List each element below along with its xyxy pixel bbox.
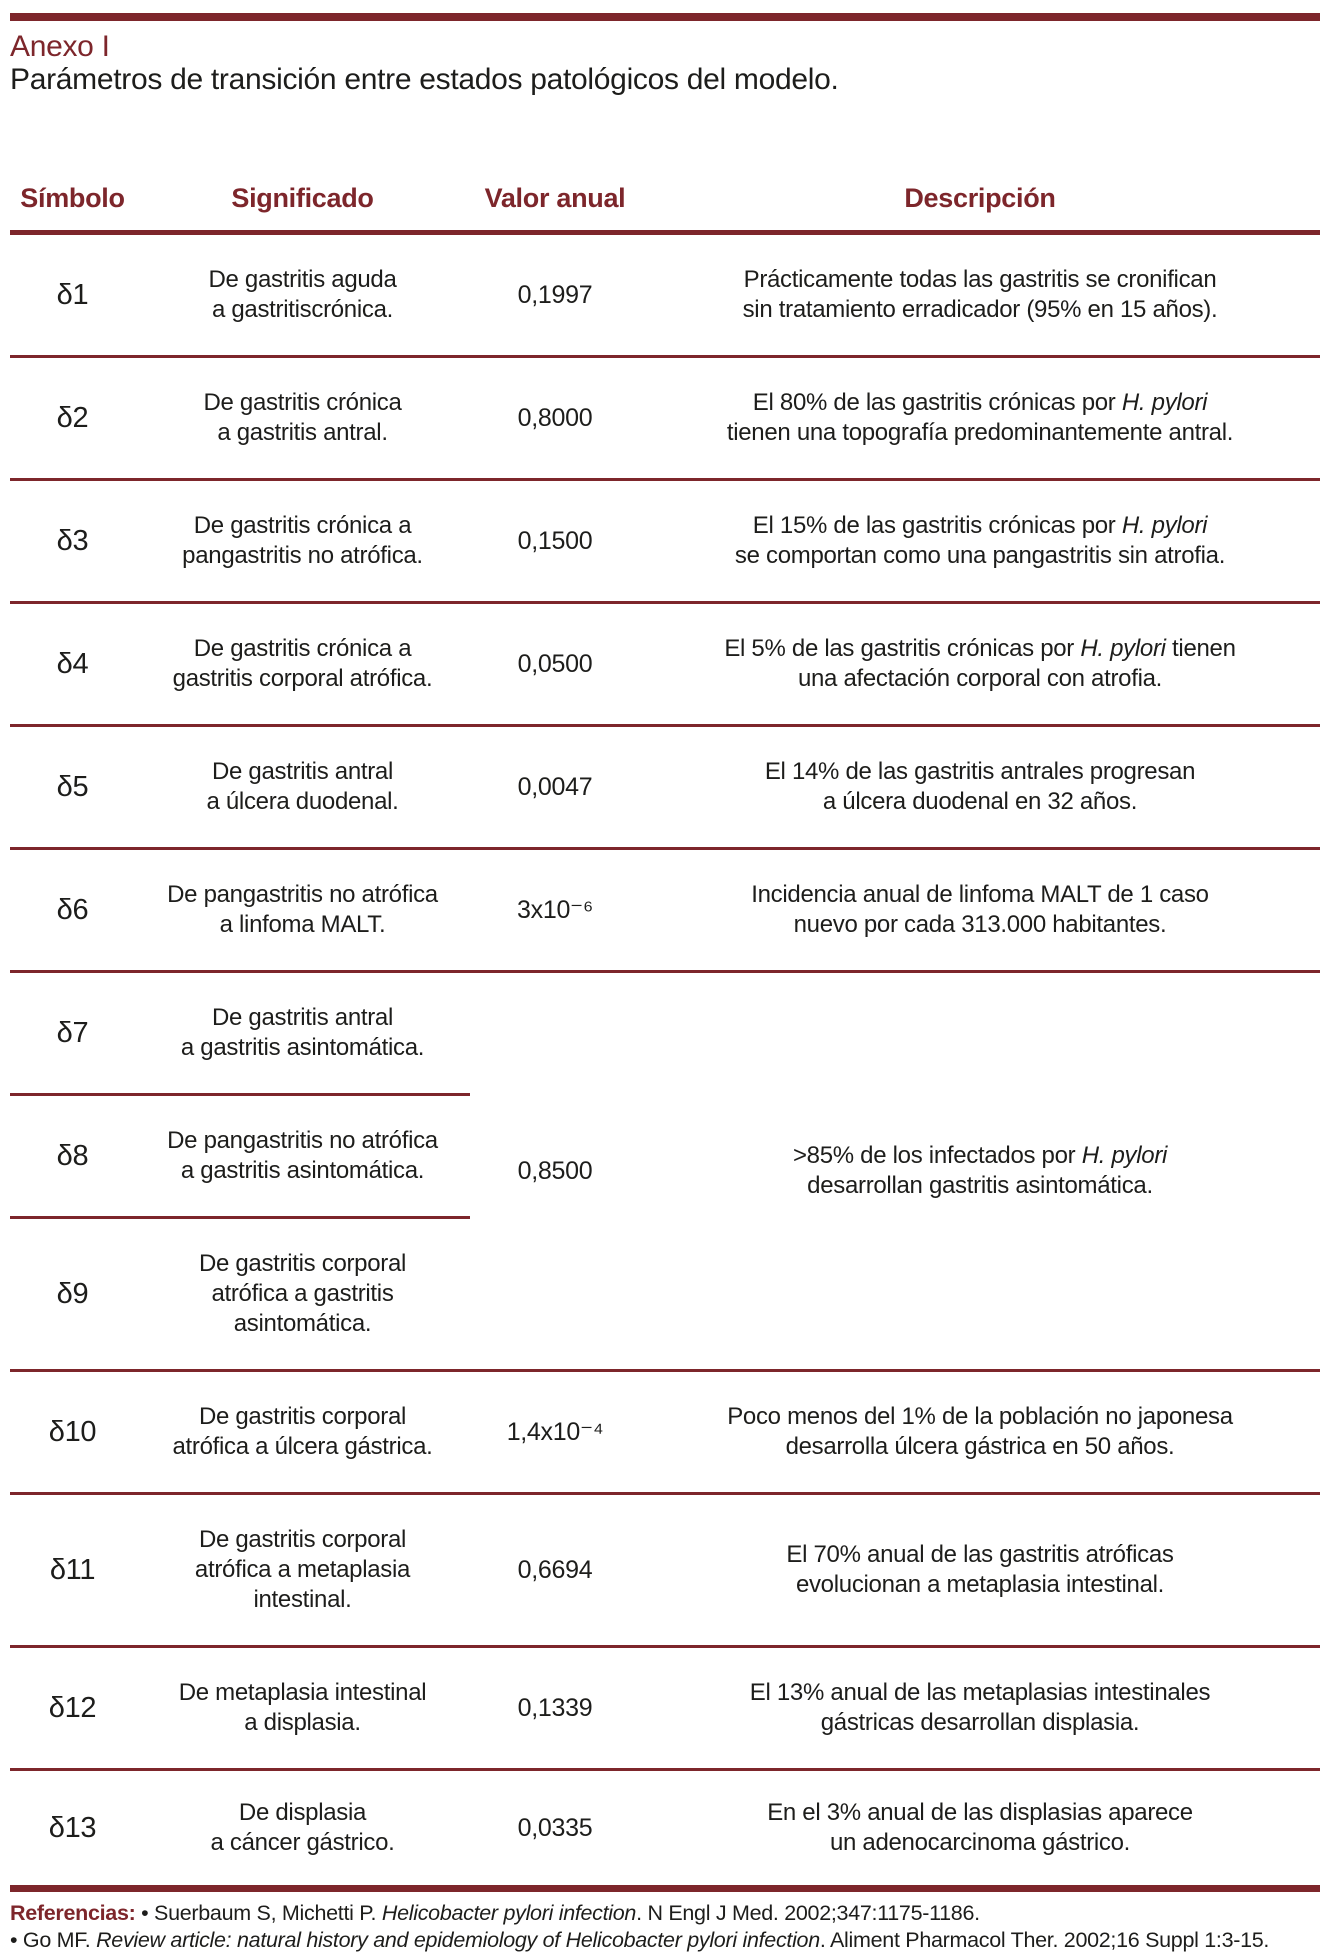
row-symbol: δ12 — [48, 1691, 97, 1724]
row-value: 0,0335 — [517, 1813, 593, 1842]
row-description: El 14% de las gastritis antrales progresan a úlcera duodenal en 32 años. — [764, 758, 1196, 815]
row-meaning: De gastritis crónica a gastritis antral. — [203, 389, 402, 446]
row-description: El 15% de las gastritis crónicas por H. pylori se comportan como una pangastritis sin atrofia. — [734, 512, 1226, 569]
row-symbol: δ11 — [49, 1553, 96, 1586]
row-value: 0,1997 — [517, 280, 593, 309]
row-description: Poco menos del 1% de la población no japonesa desarrolla úlcera gástrica en 50 años. — [727, 1403, 1233, 1460]
table-row — [10, 850, 1320, 973]
row-symbol: δ3 — [56, 524, 89, 557]
page-title: Anexo I — [10, 30, 110, 63]
table-row — [10, 481, 1320, 604]
row-value: 3x10⁻⁶ — [517, 896, 593, 924]
reference-item — [10, 1900, 1320, 1927]
row-description: Incidencia anual de linfoma MALT de 1 caso nuevo por cada 313.000 habitantes. — [751, 881, 1209, 938]
table-row-group — [10, 973, 1320, 1372]
table-row — [10, 235, 1320, 358]
row-symbol: δ8 — [56, 1139, 89, 1172]
annex-page — [10, 0, 1320, 1954]
row-symbol: δ4 — [56, 647, 89, 680]
table-row — [10, 1648, 1320, 1771]
row-symbol: δ13 — [48, 1811, 97, 1844]
group-right — [470, 973, 1320, 1369]
table-row — [10, 358, 1320, 481]
top-rule — [10, 13, 1320, 21]
row-symbol: δ10 — [48, 1415, 97, 1448]
row-description: El 13% anual de las metaplasias intestinales gástricas desarrollan displasia. — [749, 1679, 1211, 1736]
table-row — [10, 1495, 1320, 1648]
column-header-significado: Significado — [231, 183, 374, 213]
table-subrow — [10, 1096, 470, 1219]
references — [10, 1900, 1320, 1954]
table-row — [10, 1372, 1320, 1495]
row-meaning: De gastritis crónica a pangastritis no atrófica. — [182, 512, 423, 569]
row-symbol: δ9 — [56, 1277, 89, 1310]
row-value: 1,4x10⁻⁴ — [506, 1418, 604, 1446]
group-left — [10, 973, 470, 1369]
column-header-valor-anual: Valor anual — [484, 183, 626, 213]
page-subtitle: Parámetros de transición entre estados patológicos del modelo. — [10, 63, 839, 96]
row-description: El 70% anual de las gastritis atróficas evolucionan a metaplasia intestinal. — [786, 1541, 1174, 1598]
bottom-rule — [10, 1885, 1320, 1892]
table-subrow — [10, 1219, 470, 1369]
row-meaning: De gastritis antral a gastritis asintomática. — [180, 1004, 425, 1061]
row-symbol: δ1 — [56, 278, 89, 311]
row-value: 0,1500 — [517, 526, 593, 555]
row-value: 0,8000 — [517, 403, 593, 432]
row-symbol: δ7 — [56, 1016, 89, 1049]
row-description: >85% de los infectados por H. pylori desarrollan gastritis asintomática. — [792, 1142, 1168, 1199]
table-row — [10, 604, 1320, 727]
row-meaning: De gastritis corporal atrófica a metaplasia intestinal. — [194, 1526, 411, 1613]
row-meaning: De metaplasia intestinal a displasia. — [178, 1679, 427, 1736]
table-header-row — [10, 183, 1320, 214]
reference-item — [10, 1927, 1320, 1954]
row-symbol: δ6 — [56, 893, 89, 926]
row-description: En el 3% anual de las displasias aparece un adenocarcinoma gástrico. — [767, 1799, 1193, 1856]
row-meaning: De gastritis corporal atrófica a gastritis asintomática. — [198, 1250, 407, 1337]
references-label: Referencias: — [10, 1901, 136, 1925]
table-row — [10, 727, 1320, 850]
row-value: 0,0500 — [517, 649, 593, 678]
row-symbol: δ2 — [56, 401, 89, 434]
row-symbol: δ5 — [56, 770, 89, 803]
column-header-simbolo: Símbolo — [20, 183, 125, 213]
row-value: 0,6694 — [517, 1555, 593, 1584]
row-meaning: De gastritis aguda a gastritiscrónica. — [208, 266, 397, 323]
row-description: El 5% de las gastritis crónicas por H. pylori tienen una afectación corporal con atrofia. — [724, 635, 1236, 692]
row-meaning: De displasia a cáncer gástrico. — [210, 1799, 395, 1856]
column-header-descripcion: Descripción — [904, 183, 1056, 213]
row-meaning: De gastritis corporal atrófica a úlcera gástrica. — [172, 1403, 433, 1460]
row-value: 0,0047 — [517, 772, 593, 801]
table-body — [10, 235, 1320, 1885]
table-row — [10, 1771, 1320, 1885]
row-meaning: De pangastritis no atrófica a linfoma MALT. — [167, 881, 438, 938]
row-meaning: De pangastritis no atrófica a gastritis asintomática. — [167, 1127, 438, 1184]
transition-parameters-table — [10, 183, 1320, 1885]
table-subrow — [10, 973, 470, 1096]
row-description: Prácticamente todas las gastritis se cronifican sin tratamiento erradicador (95% en 15 años). — [742, 266, 1218, 323]
row-meaning: De gastritis crónica a gastritis corporal atrófica. — [172, 635, 433, 692]
reference-text: • Suerbaum S, Michetti P. Helicobacter pylori infection. N Engl J Med. 2002;347:1175-1186. — [141, 1901, 980, 1925]
reference-text: • Go MF. Review article: natural history and epidemiology of Helicobacter pylori infection. Aliment Pharmacol Ther. 2002;16 Suppl 1:3-15. — [10, 1928, 1270, 1952]
row-value: 0,8500 — [517, 1156, 593, 1185]
row-meaning: De gastritis antral a úlcera duodenal. — [206, 758, 399, 815]
row-value: 0,1339 — [517, 1693, 593, 1722]
row-description: El 80% de las gastritis crónicas por H. pylori tienen una topografía predominantemente antral. — [726, 389, 1234, 446]
